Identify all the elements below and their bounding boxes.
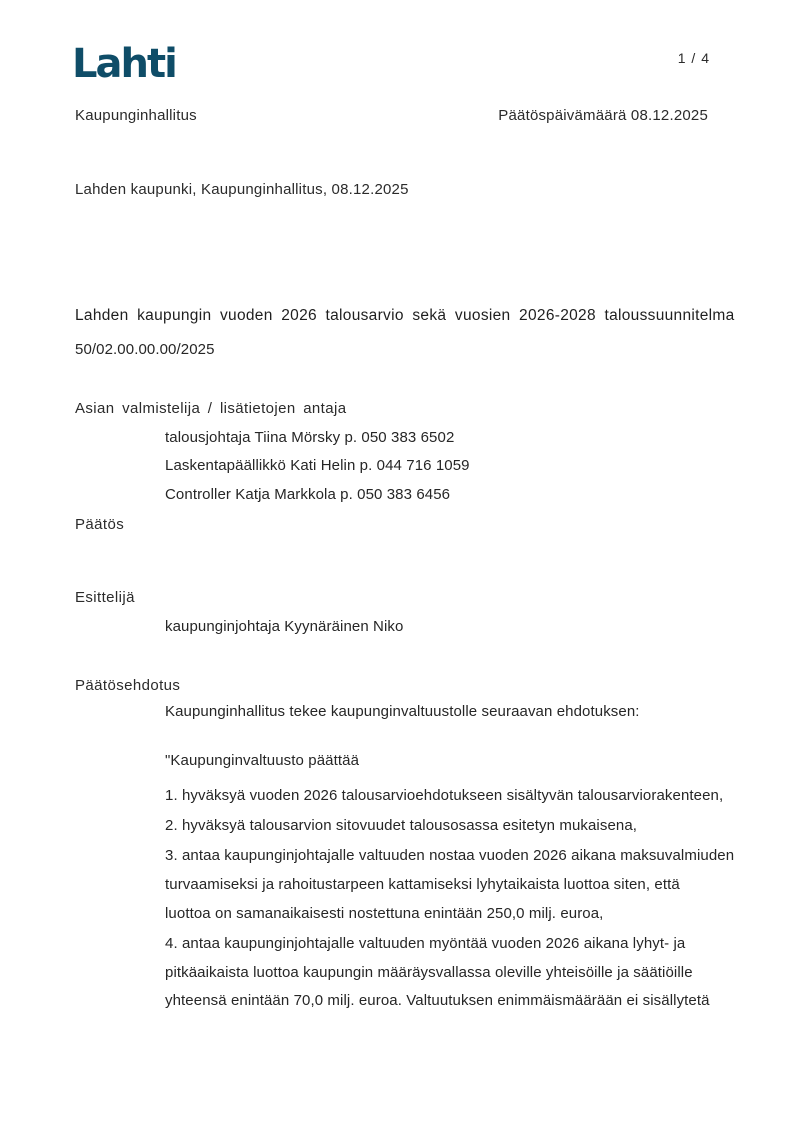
page-number: 1 / 4 xyxy=(677,50,710,66)
presenter-name: kaupunginjohtaja Kyynäräinen Niko xyxy=(165,618,404,635)
presenter-heading: Esittelijä xyxy=(75,589,135,606)
proposal-body-line: 4. antaa kaupunginjohtajalle valtuuden myöntää vuoden 2026 aikana lyhyt- ja xyxy=(165,935,686,952)
preparer-contact: Laskentapäällikkö Kati Helin p. 044 716 1059 xyxy=(165,457,470,474)
proposal-intro: Kaupunginhallitus tekee kaupunginvaltuustolle seuraavan ehdotuksen: xyxy=(165,703,640,720)
decision-date: Päätöspäivämäärä 08.12.2025 xyxy=(498,107,708,124)
preparers-heading: Asian valmistelija / lisätietojen antaja xyxy=(75,400,347,417)
proposal-body-line: "Kaupunginvaltuusto päättää xyxy=(165,752,360,769)
proposal-body-line: 1. hyväksyä vuoden 2026 talousarvioehdotukseen sisältyvän talousarviorakenteen, xyxy=(165,787,724,804)
committee-name: Kaupunginhallitus xyxy=(75,107,197,124)
proposal-body-line: 3. antaa kaupunginjohtajalle valtuuden nostaa vuoden 2026 aikana maksuvalmiuden xyxy=(165,847,735,864)
organization-line: Lahden kaupunki, Kaupunginhallitus, 08.12.2025 xyxy=(75,181,409,198)
proposal-body-line: 2. hyväksyä talousarvion sitovuudet talousosassa esitetyn mukaisena, xyxy=(165,817,638,834)
proposal-heading: Päätösehdotus xyxy=(75,677,181,694)
lahti-logo: Lahti xyxy=(72,41,176,87)
proposal-body-line: pitkäaikaista luottoa kaupungin määräysvallassa oleville yhteisöille ja säätiöille xyxy=(165,964,693,981)
proposal-body-line: turvaamiseksi ja rahoitustarpeen kattamiseksi lyhytaikaista luottoa siten, että xyxy=(165,876,680,893)
decision-heading: Päätös xyxy=(75,516,125,533)
case-number: 50/02.00.00.00/2025 xyxy=(75,341,215,358)
proposal-body-line: luottoa on samanaikaisesti nostettuna enintään 250,0 milj. euroa, xyxy=(165,905,604,922)
preparer-contact: talousjohtaja Tiina Mörsky p. 050 383 6502 xyxy=(165,429,455,446)
proposal-body-line: yhteensä enintään 70,0 milj. euroa. Valtuutuksen enimmäismäärään ei sisällytetä xyxy=(165,992,710,1009)
case-title: Lahden kaupungin vuoden 2026 talousarvio sekä vuosien 2026-2028 taloussuunnitelma xyxy=(75,307,735,324)
preparer-contact: Controller Katja Markkola p. 050 383 6456 xyxy=(165,486,451,503)
